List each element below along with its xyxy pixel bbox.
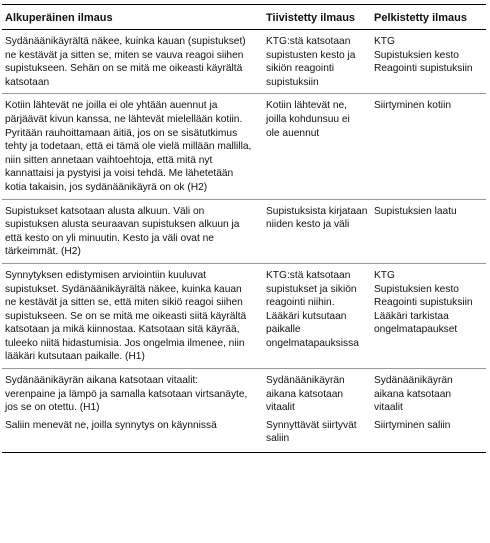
cell-text-line: vitaalit [266, 402, 295, 414]
cell-text-line: KTG [374, 36, 395, 47]
cell-text-line: aikana katsotaan [374, 388, 452, 400]
table-header-row [2, 5, 486, 30]
cell-text-line: ole auennut [266, 127, 320, 139]
header-condensed-expression: Tiivistetty ilmaus [263, 5, 371, 30]
cell-text-line: supistukset ja sikiön [266, 283, 357, 295]
cell-text-line: Sydänäänikäyrän aikana katsotaan vitaalit: [5, 375, 199, 387]
cell-condensed-expression [263, 94, 371, 199]
cell-text-line: supistusten kesto ja [266, 49, 356, 61]
cell-text-line: niin sitten annetaan vaihtoehtoja, että mitä nyt [5, 154, 213, 166]
header-original-expression: Alkuperäinen ilmaus [2, 5, 263, 30]
cell-text-line: KTG [374, 269, 395, 281]
table-row [2, 263, 486, 368]
table-row [2, 417, 486, 453]
cell-text-line: reagointi niihin. [266, 297, 335, 309]
cell-text-line: Siirtyminen saliin [374, 419, 451, 431]
cell-text-line: tuleeko niitä hidastumisia. Jos ongelmia ilmenee, niin [5, 337, 245, 349]
table-row [2, 30, 486, 94]
cell-original-expression [2, 417, 263, 453]
cell-text-line: Lääkäri tarkistaa [374, 310, 449, 322]
cell-text-line: Supistuksien kesto [374, 283, 459, 295]
cell-text-line: Lääkäri kutsutaan [266, 310, 347, 322]
cell-text-line: verenpaine ja lämpö ja samalla katsotaan virtsanäyte, [5, 388, 248, 400]
cell-condensed-expression [263, 417, 371, 453]
cell-condensed-expression [263, 369, 371, 417]
cell-text-line: ne kestävät ja sitten se, että miten sikiö reagoi siihen [5, 297, 243, 309]
cell-text-line: sikiön reagointi [266, 63, 334, 75]
cell-text-line: Supistuksista kirjataan [266, 205, 368, 217]
cell-text-line: Supistuksien laatu [374, 205, 457, 217]
cell-text-line: KTG:stä katsotaan [266, 269, 351, 281]
cell-text-line: Kotiin lähtevät ne joilla ei ole yhtään auennut ja [5, 100, 218, 112]
cell-text-line: Sydänäänikäyrän [374, 375, 453, 387]
cell-text-line: Sydänäänikäyrän [266, 375, 345, 387]
cell-text-line: Reagointi supistuksiin [374, 297, 473, 309]
cell-text-line: Reagointi supistuksiin [374, 63, 473, 75]
cell-text-line: Pyritään rauhoittamaan äitiä, jos on se sisätutkimus [5, 127, 238, 139]
cell-original-expression [2, 199, 263, 263]
cell-text-line: Supistukset katsotaan alusta alkuun. Väli on [5, 205, 205, 217]
cell-text-line: Saliin menevät ne, joilla synnytys on käynnissä [5, 419, 217, 431]
cell-text-line: vitaalit [374, 402, 403, 414]
cell-text-line: ongelmatapauksissa [266, 337, 359, 349]
cell-text-line: Synnytyksen edistymisen arviointiin kuuluvat [5, 269, 207, 281]
cell-simplified-expression [371, 199, 486, 263]
cell-text-line: Sydänäänikäyrältä näkee, kuinka kauan (supistukset) [5, 36, 246, 47]
cell-condensed-expression [263, 30, 371, 94]
cell-simplified-expression [371, 94, 486, 199]
cell-text-line: Synnyttävät siirtyvät [266, 419, 357, 431]
cell-text-line: joilla kohdunsuu ei [266, 113, 350, 125]
cell-text-line: aikana katsotaan [266, 388, 344, 400]
cell-text-line: pärjäävät kivun kanssa, ne lähtevät mielellään kotiin. [5, 113, 243, 125]
cell-text-line: supistukseen. Se on se mitä me oikeasti siitä käyrältä [5, 310, 247, 322]
cell-text-line: kotia takaisin, jos sydänäänikäyrä on ok (H2) [5, 181, 208, 193]
cell-original-expression [2, 263, 263, 368]
cell-simplified-expression [371, 369, 486, 417]
table-row [2, 199, 486, 263]
cell-text-line: KTG:stä katsotaan [266, 36, 351, 47]
cell-text-line: jos se on otettu. (H1) [5, 402, 100, 414]
cell-simplified-expression [371, 30, 486, 94]
cell-text-line: tehty ja todetaan, että ei tämä ole vielä millään mallilla, [5, 141, 252, 153]
cell-simplified-expression [371, 263, 486, 368]
cell-text-line: katsotaan ja mikä kiinnostaa. Katsotaan sitä käyrää, [5, 324, 240, 336]
cell-condensed-expression [263, 263, 371, 368]
cell-text-line: Kotiin lähtevät ne, [266, 100, 347, 112]
cell-text-line: ne kestävät ja sitten se, miten se vauva reagoi siihen [5, 49, 244, 61]
cell-text-line: Siirtyminen kotiin [374, 100, 451, 112]
content-analysis-table [2, 4, 486, 453]
table-row [2, 94, 486, 199]
cell-text-line: saliin [266, 433, 290, 445]
cell-text-line: lääkäri kutsutaan paikalle. (H1) [5, 351, 145, 363]
cell-text-line: tärkeimmät. (H2) [5, 246, 81, 258]
cell-text-line: katsotaan [5, 76, 50, 88]
cell-original-expression [2, 94, 263, 199]
cell-text-line: paikalle [266, 324, 301, 336]
cell-text-line: supistukset. Sydänäänikäyrältä näkee, kuinka kauan [5, 283, 242, 295]
cell-text-line: supistuksiin [266, 76, 319, 88]
cell-original-expression [2, 369, 263, 417]
cell-text-line: supistukseen. Sehän on se mitä me oikeasti käyrältä [5, 63, 243, 75]
table-row [2, 369, 486, 417]
table-body [2, 30, 486, 453]
cell-condensed-expression [263, 199, 371, 263]
cell-simplified-expression [371, 417, 486, 453]
cell-text-line: supistuksen alusta seuraavan supistuksen alkuun ja [5, 219, 240, 231]
cell-text-line: niiden kesto ja väli [266, 219, 350, 231]
cell-text-line: ongelmatapaukset [374, 324, 458, 336]
cell-text-line: Supistuksien kesto [374, 49, 459, 61]
cell-text-line: että kesto on yli minuutin. Kesto ja väli ovat ne [5, 232, 214, 244]
cell-original-expression [2, 30, 263, 94]
cell-text-line: kannattaisi ja pystyisi ja voisi tehdä. Me lähetetään [5, 168, 234, 180]
header-simplified-expression: Pelkistetty ilmaus [371, 5, 486, 30]
